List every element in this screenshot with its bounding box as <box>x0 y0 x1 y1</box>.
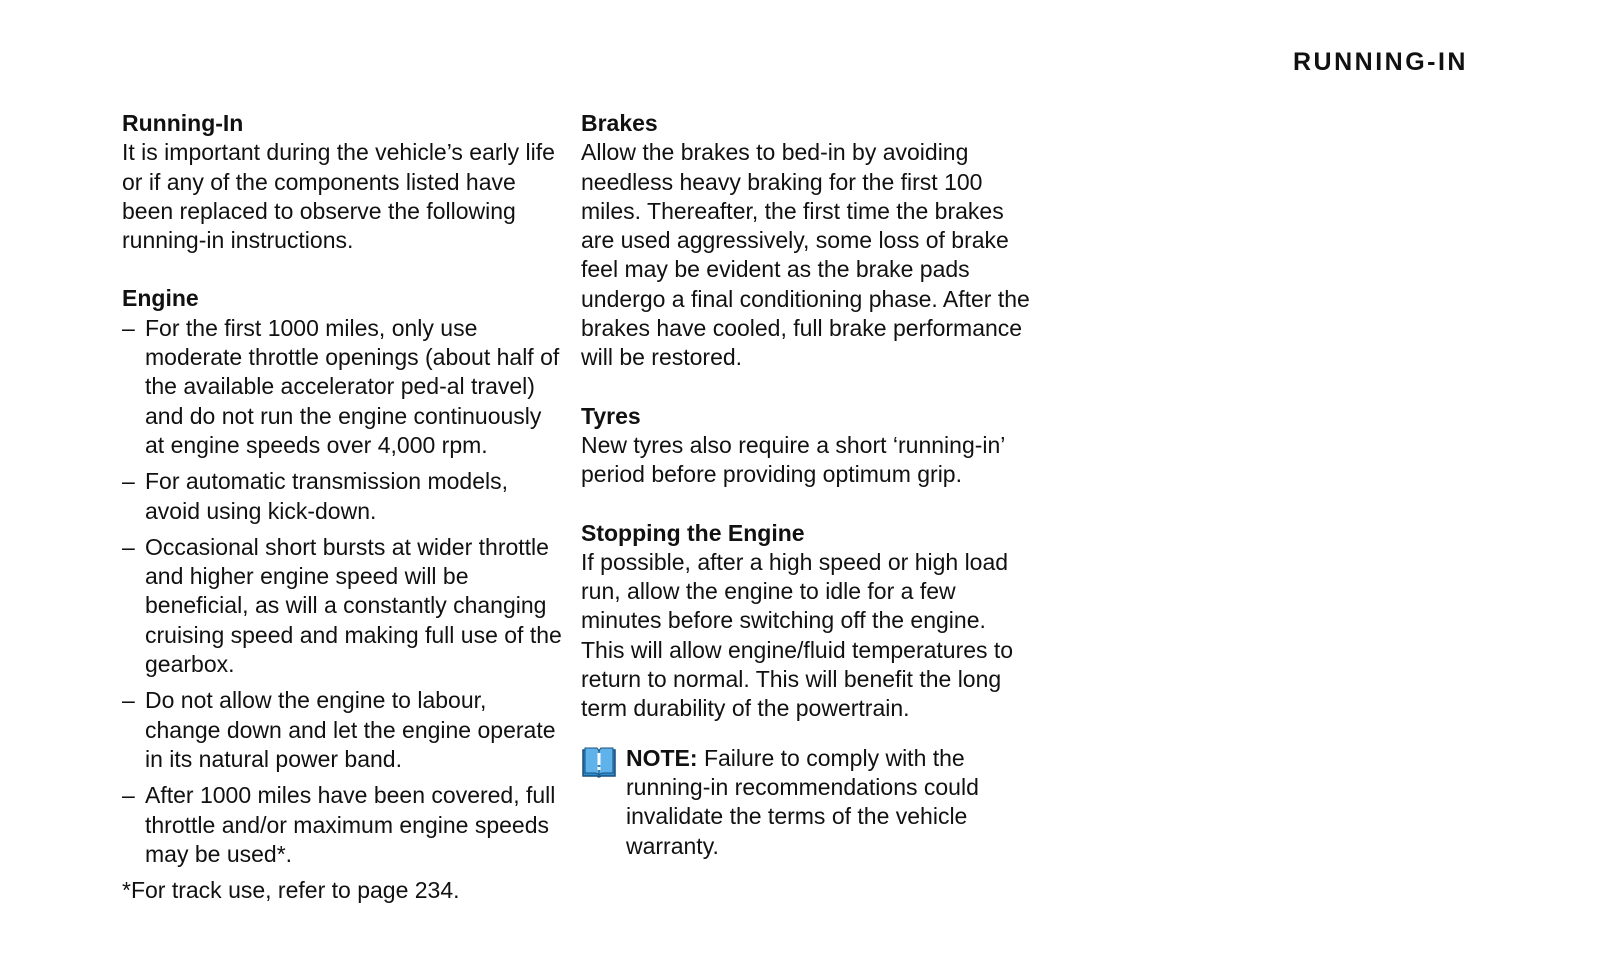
list-item: – For the first 1000 miles, only use moderate throttle openings (about half of the available accelerator ped-al travel) and do not run the engine continuously at engine speeds over 4,000 rpm. <box>122 314 562 460</box>
note-body: Failure to comply with the running-in recommendations could invalidate the terms of the vehicle warranty. <box>626 744 979 859</box>
section-body: If possible, after a high speed or high load run, allow the engine to idle for a few minutes before switching off the engine. This will allow engine/fluid temperatures to return to normal. This will benefit the long term durability of the powertrain. <box>581 548 1014 722</box>
list-item: – Do not allow the engine to labour, change down and let the engine operate in its natural power band. <box>122 686 562 774</box>
section-title: Stopping the Engine <box>581 519 805 546</box>
note-callout <box>581 744 1031 861</box>
list-item: – After 1000 miles have been covered, full throttle and/or maximum engine speeds may be used*. <box>122 781 562 869</box>
section-title: Running-In <box>122 110 244 136</box>
section-title: Tyres <box>581 402 641 429</box>
footnote: *For track use, refer to page 234. <box>122 877 460 904</box>
list-item: – Occasional short bursts at wider throttle and higher engine speed will be beneficial, as will a constantly changing cruising speed and making full use of the gearbox. <box>122 533 562 679</box>
section-tyres <box>581 402 1031 490</box>
engine-bullet-list <box>122 314 562 869</box>
right-column <box>581 109 1031 861</box>
section-title: Brakes <box>581 110 658 136</box>
section-engine <box>122 284 562 905</box>
note-text <box>626 744 1031 861</box>
section-running-in <box>122 109 562 255</box>
section-stopping-engine <box>581 519 1031 724</box>
section-body: It is important during the vehicle’s early life or if any of the components listed have been replaced to observe the following running-in instructions. <box>122 139 555 254</box>
book-info-icon <box>581 744 617 780</box>
section-body: New tyres also require a short ‘running-in’ period before providing optimum grip. <box>581 431 1005 488</box>
page-header: RUNNING-IN <box>1293 48 1468 76</box>
section-body: Allow the brakes to bed-in by avoiding needless heavy braking for the first 100 miles. Thereafter, the first time the brakes are used aggressively, some loss of brake feel may be evident as the brake pads undergo a final conditioning phase. After the brakes have cooled, full brake performance will be restored. <box>581 139 1030 371</box>
left-column <box>122 109 562 905</box>
section-brakes <box>581 109 1031 373</box>
note-label: NOTE: <box>626 744 698 771</box>
section-title: Engine <box>122 285 199 312</box>
list-item: – For automatic transmission models, avoid using kick-down. <box>122 467 562 526</box>
